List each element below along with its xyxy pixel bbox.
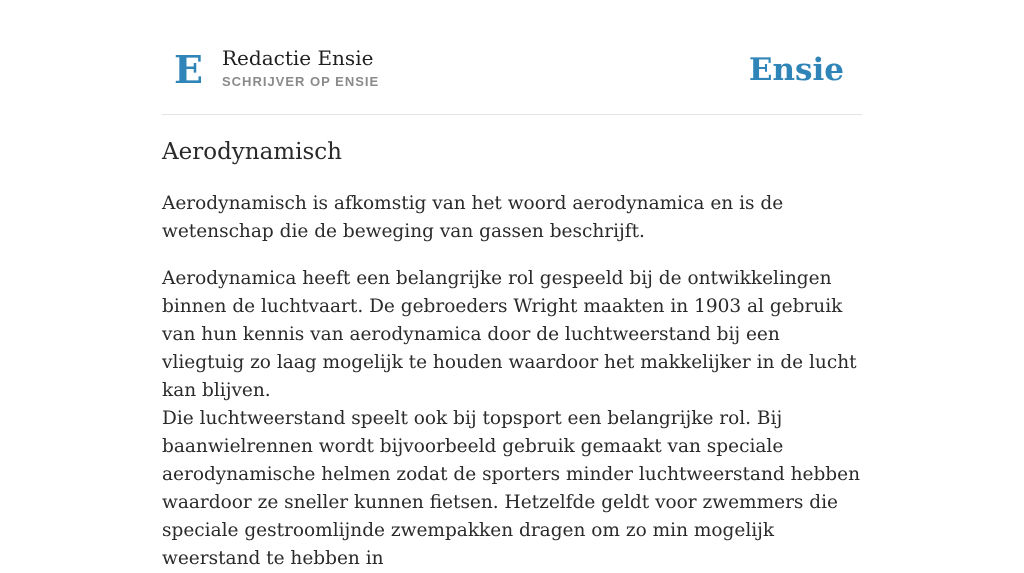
article-paragraph: Aerodynamica heeft een belangrijke rol gespeeld bij de ontwikkelingen binnen de luchtvaart. De gebroeders Wright maakten in 1903 al gebruik van hun kennis van aerodynamica door de luchtweerstand bij een vliegtuig zo laag mogelijk te houden waardoor het makkelijker in de lucht kan blijven. bbox=[162, 268, 857, 401]
author-name[interactable]: Redactie Ensie bbox=[222, 46, 374, 70]
article-paragraph: Die luchtweerstand speelt ook bij topsport een belangrijke rol. Bij baanwielrennen wordt bijvoorbeeld gebruik gemaakt van speciale aerodynamische helmen zodat de sporters minder luchtweerstand hebben waardoor ze sneller kunnen fietsen. Hetzelfde geldt voor zwemmers die speciale gestroomlijnde zwempakken dragen om zo min mogelijk weerstand te hebben in bbox=[162, 408, 860, 569]
author-header bbox=[162, 44, 862, 115]
page-title: Aerodynamisch bbox=[162, 139, 342, 165]
article-paragraph: Aerodynamisch is afkomstig van het woord aerodynamica en is de wetenschap die de beweging van gassen beschrijft. bbox=[162, 193, 784, 242]
article-body bbox=[162, 190, 862, 573]
brand-logo[interactable]: Ensie bbox=[748, 52, 844, 88]
author-avatar[interactable]: E bbox=[174, 47, 203, 92]
article-page bbox=[162, 0, 862, 569]
author-role: SCHRIJVER OP ENSIE bbox=[222, 74, 380, 89]
